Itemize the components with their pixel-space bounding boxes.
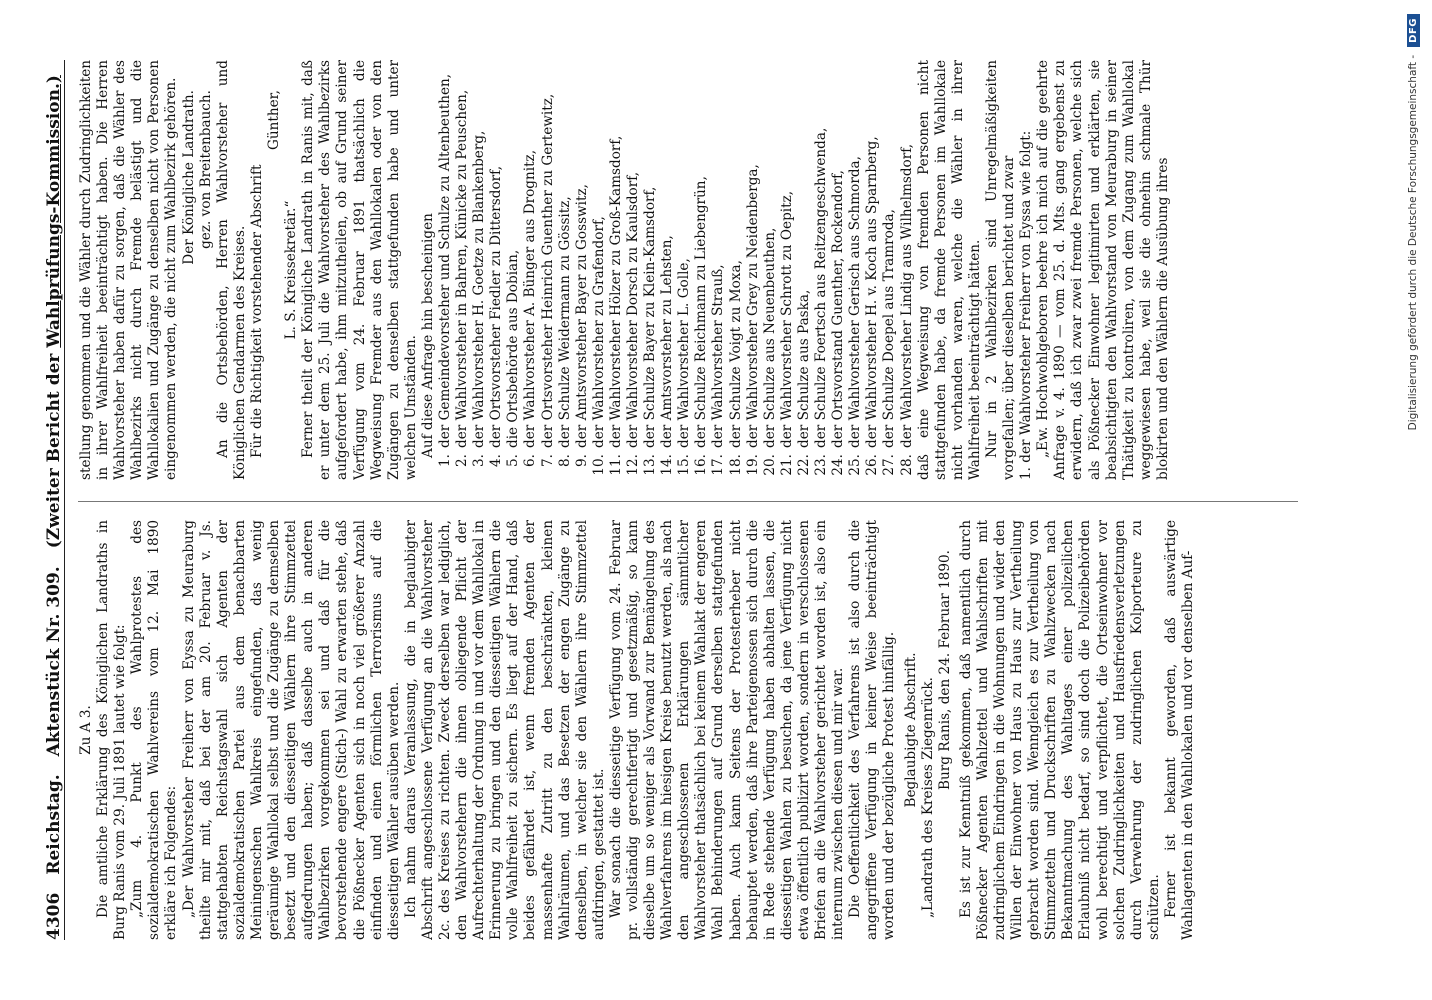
list-text: der Ortsvorsteher Fiedler zu Dittersdorf, xyxy=(488,165,505,448)
right-column-paragraph: Nur in 2 Wahlbezirken sind Unregelmäßigkeiten vorgefallen; über dieselben berichtet und zwar xyxy=(983,60,1018,480)
list-number: 3. xyxy=(471,454,488,467)
list-number: 22. xyxy=(795,454,812,476)
right-column-outro xyxy=(916,60,1172,480)
right-column-paragraph: gez. von Breitenbauch. xyxy=(197,90,214,249)
list-number: 21. xyxy=(778,454,795,476)
list-text: der Ortsvorstand Guenther, Rockendorf, xyxy=(830,170,847,448)
list-text: der Wahlvorsteher Lindig aus Wilhelmsdorf, xyxy=(898,143,915,448)
list-text: der Schulze Bayer zu Klein-Kamsdorf, xyxy=(642,186,659,448)
left-column-paragraph: Beglaubigte Abschrift. xyxy=(902,652,919,808)
list-text: der Schulze Weidermann zu Gössitz, xyxy=(556,196,573,448)
list-number: 20. xyxy=(761,454,778,476)
list-number: 11. xyxy=(607,454,624,476)
official-list-item xyxy=(881,60,898,480)
list-text: der Wahlvorsteher Strauß, xyxy=(710,264,727,448)
official-list-item xyxy=(796,60,813,480)
list-text: der Wahlvorsteher Hölzer zu Groß-Kamsdorf, xyxy=(607,135,624,448)
left-column-paragraph: Zu A 3. xyxy=(78,705,94,755)
left-column-paragraph: Burg Ranis, den 24. Februar 1890. xyxy=(936,550,953,790)
header-title-prefix: (Zweiter Bericht der xyxy=(44,353,64,549)
right-column-paragraph: 1. der Wahlvorsteher Freiherr von Eyssa wie folgt: xyxy=(1018,130,1035,480)
list-text: der Wahlvorsteher H. Goetze zu Blankenberg, xyxy=(471,130,488,448)
list-number: 25. xyxy=(847,454,864,476)
list-text: der Ortsvorsteher Heinrich Guenther zu Gertewitz, xyxy=(539,93,556,448)
official-list-item xyxy=(522,60,539,480)
right-column-paragraph: Für die Richtigkeit vorstehender Abschrift xyxy=(248,164,265,458)
list-number: 4. xyxy=(488,454,505,467)
list-number: 1. xyxy=(436,454,453,467)
list-text: der Wahlvorsteher Gerisch aus Schmorda, xyxy=(847,156,864,448)
right-column-paragraph: Günther, xyxy=(266,90,283,150)
column-divider xyxy=(78,501,1298,502)
left-column-paragraph: „Der Wahlvorsteher Freiherr von Eyssa zu Meuraburg theilte mir mit, daß bei der am 20. Februar v. Js. stattgehabten Reichstagswahl sich Agenten der sozialdemokratischen Partei aus dem benachbarten Meiningenschen Wahlkreis eingefunden, das wenig geräumige Wahllokal selbst und die Zugänge zu demselben besetzt und den diesseitigen Wählern ihre Stimmzettel aufgedrungen haben; daß dasselbe auch in anderen Wahlbezirken vorgekommen sei und daß für die bevorstehende engere (Stich-) Wahl zu erwarten stehe, daß die Pößnecker Agenten sich in noch viel größerer Anzahl einfinden und einen förmlichen Terrorismus auf die diesseitigen Wähler ausüben werden. xyxy=(180,520,402,940)
left-column-paragraph: Ferner ist bekannt geworden, daß auswärtige Wahlagenten in den Wahllokalen und vor denselben Auf- xyxy=(1162,520,1196,940)
official-list-item xyxy=(591,60,608,480)
list-number: 14. xyxy=(659,454,676,476)
list-text: der Wahlvorsteher Schrott zu Oepitz, xyxy=(778,190,795,448)
list-text: der Amtsvorsteher zu Lehsten, xyxy=(659,235,676,448)
list-number: 13. xyxy=(642,454,659,476)
list-text: der Wahlvorsteher H. v. Koch aus Sparnberg, xyxy=(864,136,881,448)
official-list-item xyxy=(488,60,505,480)
official-list-item xyxy=(830,60,847,480)
official-list-item xyxy=(659,60,676,480)
list-text: der Wahlvorsteher L. Golle, xyxy=(676,258,693,448)
list-number: 9. xyxy=(573,454,590,467)
left-column-paragraph: Die Oeffentlichkeit des Verfahrens ist also durch die angegriffene Verfügung in keiner Weise beeinträchtigt worden und der bezügliche Protest hinfällig. xyxy=(847,520,898,940)
page-header xyxy=(30,60,65,940)
list-number: 17. xyxy=(710,454,727,476)
left-column-paragraph: War sonach die diesseitige Verfügung vom 24. Februar pr. vollständig gerechtfertigt und gesetzmäßig, so kann dieselbe um so weniger als Vorwand zur Bemängelung des Wahlverfahrens im hiesigen Kreise benutzt werden, als nach den angeschlossenen Erklärungen sämmtlicher Wahlvorsteher thatsächlich bei keinem Wahlakt der engeren Wahl Behinderungen auf Grund derselben stattgefunden haben. Auch kann Seitens der Protesterheber nicht behauptet werden, daß ihre Parteigenossen sich durch die in Rede stehende Verfügung haben abhalten lassen, die diesseitigen Wahlen zu besuchen, da jene Verfügung nicht etwa öffentlich publizirt worden, sondern in verschlossenen Briefen an die Wahlvorsteher gerichtet worden ist, also ein internum zwischen diesen und mir war. xyxy=(607,520,847,940)
official-list-item xyxy=(574,60,591,480)
list-number: 18. xyxy=(727,454,744,476)
list-number: 28. xyxy=(898,454,915,476)
header-title xyxy=(44,75,64,548)
list-number: 23. xyxy=(813,454,830,476)
officials-list xyxy=(437,60,916,480)
right-column-paragraph: Auf diese Anfrage hin bescheinigen xyxy=(419,213,436,458)
list-number: 2. xyxy=(454,454,471,467)
official-list-item xyxy=(454,60,471,480)
official-list-item xyxy=(899,60,916,480)
official-list-item xyxy=(540,60,557,480)
official-list-item xyxy=(505,60,522,480)
left-column-paragraph: Es ist zur Kenntniß gekommen, daß namentlich durch Pößnecker Agenten Wahlzettel und Wahlschriften mit zudringlichem Eindringen in die Wohnungen und wider den Willen der Einwohner von Haus zu Haus zur Vertheilung gebracht worden sind. Wenngleich es zur Vertheilung von Stimmzetteln und Druckschriften zu Wahlzwecken nach Bekanntmachung des Wahltages einer polizeilichen Erlaubniß nicht bedarf, so sind doch die Polizeibehörden wohl berechtigt und verpflichtet, die Ortseinwohner vor solchen Zudringlichkeiten und Hausfriedensverletzungen durch Verwehrung der zudringlichen Kolporteure zu schützen. xyxy=(957,520,1162,940)
right-column-paragraph: Der Königliche Landrath. xyxy=(180,90,197,265)
official-list-item xyxy=(847,60,864,480)
list-text: der Schulze Foertsch aus Reitzengeschwenda, xyxy=(813,127,830,448)
official-list-item xyxy=(642,60,659,480)
header-title-underlined: Wahlprüfungs-Kommission.) xyxy=(44,75,64,348)
left-column-paragraph: Ich nahm daraus Veranlassung, die in beglaubigter Abschrift angeschlossene Verfügung an die Wahlvorsteher 2c. des Kreises zu richten. Zweck derselben war lediglich, den Wahlvorstehern die ihnen obliegende Pflicht der Aufrechterhaltung der Ordnung in und vor dem Wahllokal in Erinnerung zu bringen und den diesseitigen Wählern die volle Wahlfreiheit zu sichern. Es liegt auf der Hand, daß beides gefährdet ist, wenn fremden Agenten der massenhafte Zutritt zu den beschränkten, kleinen Wahlräumen, und das Besetzen der engen Zugänge zu denselben, in welcher sie den Wählern ihre Stimmzettel aufdringen, gestattet ist. xyxy=(402,520,607,940)
list-number: 27. xyxy=(881,454,898,476)
official-list-item xyxy=(779,60,796,480)
list-number: 10. xyxy=(590,454,607,476)
list-text: der Schulze Reichmann zu Liebengrün, xyxy=(693,176,710,448)
left-text-column xyxy=(78,520,1298,940)
official-list-item xyxy=(745,60,762,480)
list-number: 8. xyxy=(556,454,573,467)
list-text: der Amtsvorsteher Bayer zu Gosswitz, xyxy=(573,184,590,448)
list-number: 19. xyxy=(744,454,761,476)
list-number: 15. xyxy=(676,454,693,476)
list-text: der Wahlvorsteher Grey zu Neidenberga, xyxy=(744,164,761,448)
official-list-item xyxy=(437,60,454,480)
official-list-item xyxy=(625,60,642,480)
official-list-item xyxy=(693,60,710,480)
official-list-item xyxy=(864,60,881,480)
dfg-logo: DFG xyxy=(1407,14,1420,47)
list-text: der Wahlvorsteher Dorsch zu Kaulsdorf, xyxy=(625,171,641,448)
digitization-footer xyxy=(1394,0,1432,1000)
list-number: 16. xyxy=(693,454,710,476)
list-text: der Wahlvorsteher zu Grafendorf, xyxy=(590,216,607,448)
right-column-paragraph: daß eine Wegweisung von fremden Personen nicht stattgefunden habe, da fremde Personen im Wahllokale nicht vorhanden waren, welche die Wähler in ihrer Wahlfreiheit beeinträchtigt hätten. xyxy=(915,60,983,480)
list-number: 26. xyxy=(864,454,881,476)
right-column-paragraph: L. S. Kreissekretär.“ xyxy=(283,200,300,340)
list-text: die Ortsbehörde aus Dobian, xyxy=(505,249,522,448)
list-number: 12. xyxy=(625,454,641,476)
list-text: der Schulze Voigt zu Moxa, xyxy=(727,260,744,448)
list-text: der Wahlvorsteher A. Bünger aus Drognitz, xyxy=(522,149,539,448)
official-list-item xyxy=(728,60,745,480)
official-list-item xyxy=(676,60,693,480)
left-column-paragraph: „Zum 4. Punkt des Wahlprotestes des sozialdemokratischen Wahlvereins vom 12. Mai 1890 erkläre ich Folgendes: xyxy=(129,520,180,940)
list-text: der Gemeindevorsteher und Schulze zu Altenbeuthen, xyxy=(436,73,453,448)
official-list-item xyxy=(710,60,727,480)
list-number: 5. xyxy=(505,454,522,467)
list-text: der Schulze aus Neuenbeuthen, xyxy=(761,227,778,448)
right-column-paragraph: An die Ortsbehörden, Herren Wahlvorsteher und Königlichen Gendarmen des Kreises. xyxy=(214,60,248,480)
page-number: 4306 xyxy=(44,892,64,940)
list-number: 7. xyxy=(539,454,556,467)
right-column-intro xyxy=(78,60,437,480)
official-list-item xyxy=(762,60,779,480)
list-text: der Wahlvorsteher in Bahren, Künicke zu Peuschen, xyxy=(454,89,471,448)
publication-name: Reichstag. xyxy=(44,774,64,875)
official-list-item xyxy=(608,60,625,480)
official-list-item xyxy=(813,60,830,480)
official-list-item xyxy=(557,60,574,480)
list-text: der Schulze Doepel aus Tramroda, xyxy=(881,209,898,448)
right-column-paragraph: Ferner theilt der Königliche Landrath in Ranis mit, daß er unter dem 25. Juli die Wahlvorsteher des Wahlbezirks aufgefordert habe, ihm mitzutheilen, ob auf Grund seiner Verfügung vom 24. Februar 1891 thatsächlich die Wegweisung Fremder aus den Wahllokalen oder von den Zugängen zu denselben stattgefunden habe und unter welchen Umständen. xyxy=(300,60,419,480)
right-column-paragraph: „Ew. Hochwohlgeboren beehre ich mich auf die geehrte Anfrage v. 4. 1890 — vom 25. d. Mts. gang ergebenst zu erwidern, daß ich zwar zwei fremde Personen, welche sich als Pößnecker Einwohner legitimirten und erklärten, sie beabsichtigten den Wahlvorstand von Meuraburg in seiner Thätigkeit zu kontroliren, von dem Zugang zum Wahllokal weggewiesen habe, weil sie die ohnehin schmale Thür blokirten und den Wählern die Ausübung ihres xyxy=(1035,60,1171,480)
list-number: 6. xyxy=(522,454,539,467)
right-text-column xyxy=(78,60,1298,480)
right-column-paragraph: stellung genommen und die Wähler durch Zudringlichkeiten in ihrer Wahlfreiheit beeinträchtigt haben. Die Herren Wahlvorsteher haben dafür zu sorgen, daß die Wähler des Wahlbezirks nicht durch Fremde belästigt und die Wahllokalien und Zugänge zu denselben nicht von Personen eingenommen werden, die nicht zum Wahlbezirk gehören. xyxy=(78,60,180,480)
list-number: 24. xyxy=(830,454,847,476)
digitization-note: Digitalisierung gefördert durch die Deutsche Forschungsgemeinschaft - xyxy=(1407,54,1419,431)
document-number: Aktenstück Nr. 309. xyxy=(44,566,64,757)
left-column-paragraph: Die amtliche Erklärung des Königlichen Landraths in Burg Ranis vom 29. Juli 1891 lautet wie folgt: xyxy=(95,520,129,940)
official-list-item xyxy=(471,60,488,480)
list-text: der Schulze aus Paska, xyxy=(795,289,812,448)
left-column-paragraph: „Landrath des Kreises Ziegenrück. xyxy=(919,677,936,918)
